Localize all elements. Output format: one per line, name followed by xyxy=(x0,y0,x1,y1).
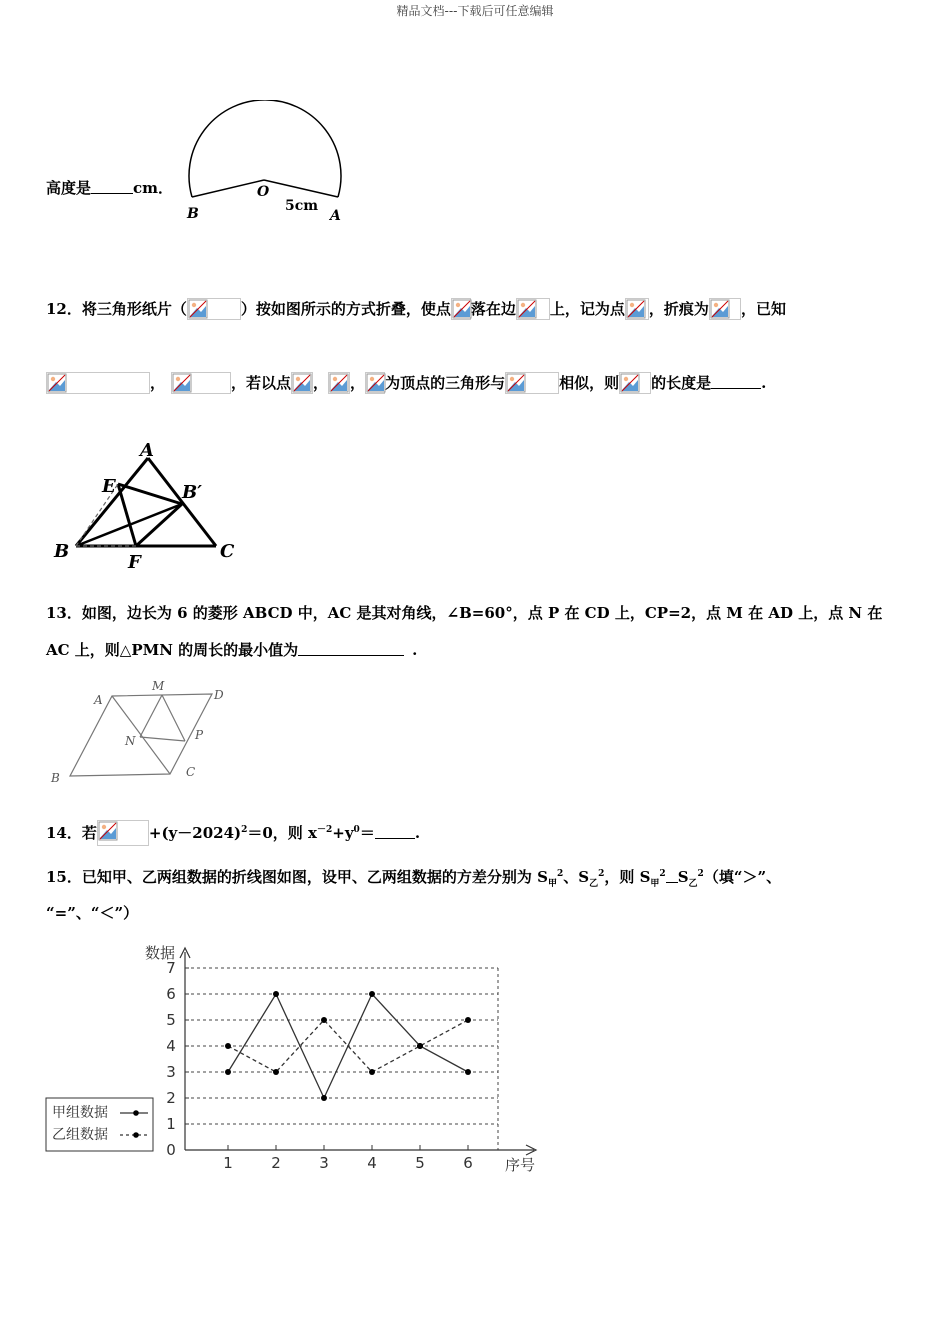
q15-text: 、S xyxy=(563,868,590,886)
q11-blank[interactable] xyxy=(91,179,133,194)
segment-fb-prime xyxy=(136,504,182,546)
formula-image-placeholder xyxy=(187,298,241,320)
y-tick-label: 1 xyxy=(166,1115,176,1133)
q12-text: ）按如图所示的方式折叠，使点 xyxy=(240,300,451,318)
broken-image-icon xyxy=(517,299,537,319)
formula-image-placeholder xyxy=(505,372,559,394)
formula-image-placeholder xyxy=(365,372,385,394)
broken-image-icon xyxy=(329,373,349,393)
label-radius: 5cm xyxy=(285,198,319,214)
label-b: B xyxy=(187,206,199,222)
q14-text: +(y－2024) xyxy=(148,824,242,842)
broken-image-icon xyxy=(506,373,526,393)
label-a: A xyxy=(330,208,341,224)
y-tick-label: 6 xyxy=(166,985,176,1003)
data-point-jia xyxy=(273,991,279,997)
y-axis-label: 数据 xyxy=(145,944,176,962)
broken-image-icon xyxy=(292,373,312,393)
q14-text: ＝ xyxy=(359,824,375,842)
q14-exponent: 2 xyxy=(241,825,248,835)
q13-line1: 13．如图，边长为 6 的菱形 ABCD 中，AC 是其对角线，∠B=60°，点 P 在 CD 上，CP=2，点 M 在 AD 上，点 N 在 xyxy=(46,604,883,622)
y-tick-label: 7 xyxy=(166,959,176,977)
formula-image-placeholder xyxy=(619,372,651,394)
q15-line2: “=”、“＜”） xyxy=(46,904,139,922)
line-chart xyxy=(40,936,550,1176)
legend-label-jia: 甲组数据 xyxy=(52,1105,108,1121)
label-p: P xyxy=(195,728,204,742)
data-point-yi xyxy=(465,1017,471,1023)
y-tick-label: 3 xyxy=(166,1063,176,1081)
y-tick-label: 2 xyxy=(166,1089,176,1107)
broken-image-icon xyxy=(710,299,730,319)
sector-radius-a xyxy=(264,180,338,197)
formula-image-placeholder xyxy=(46,372,150,394)
q13-line2 xyxy=(46,640,417,660)
q12-line2 xyxy=(46,372,766,394)
formula-image-placeholder xyxy=(625,298,649,320)
broken-image-icon xyxy=(172,373,192,393)
y-tick-label: 5 xyxy=(166,1011,176,1029)
y-tick-label: 0 xyxy=(166,1141,176,1159)
q12-text: ，若以点 xyxy=(231,374,292,392)
data-point-yi xyxy=(273,1069,279,1075)
y-tick-label: 4 xyxy=(166,1037,176,1055)
data-point-jia xyxy=(369,991,375,997)
triangle-fold-figure xyxy=(48,436,248,576)
q14-text: ＝0，则 x xyxy=(247,824,317,842)
q12-text: 相似，则 xyxy=(559,374,620,392)
broken-image-icon xyxy=(98,821,118,841)
broken-image-icon xyxy=(188,299,208,319)
label-a: A xyxy=(94,693,103,707)
q14-text: +y xyxy=(332,824,354,842)
q15-exponent: 2 xyxy=(659,869,666,879)
formula-image-placeholder xyxy=(328,372,350,394)
q15-exponent: 2 xyxy=(697,869,704,879)
chart-legend xyxy=(46,1098,153,1151)
q15-subscript: 甲 xyxy=(547,879,557,889)
broken-image-icon xyxy=(366,373,386,393)
broken-image-icon xyxy=(452,299,472,319)
legend-marker-yi xyxy=(133,1132,139,1138)
q13-text: AC 上，则△PMN 的周长的最小值为 xyxy=(46,641,299,659)
q11-prefix: 高度是 xyxy=(46,179,92,197)
data-point-yi xyxy=(225,1043,231,1049)
segment-eb-prime xyxy=(118,484,182,504)
q14-text: 14．若 xyxy=(46,824,97,842)
q14-text: . xyxy=(414,824,421,842)
q12-answer-blank[interactable] xyxy=(711,374,761,389)
x-tick-label: 1 xyxy=(223,1154,233,1172)
q15-text: （填“＞”、 xyxy=(703,868,782,886)
q12-line1 xyxy=(46,298,786,320)
q12-text: 的长度是 xyxy=(651,374,712,392)
q12-text: . xyxy=(761,374,767,392)
data-point-yi xyxy=(369,1069,375,1075)
q12-text: ，折痕为 xyxy=(648,300,709,318)
data-point-jia xyxy=(465,1069,471,1075)
broken-image-icon xyxy=(47,373,67,393)
q12-text: ，已知 xyxy=(740,300,786,318)
sector-arc xyxy=(189,100,341,197)
x-axis-label: 序号 xyxy=(505,1156,536,1174)
q15-subscript: 乙 xyxy=(688,879,698,889)
q12-text: 12．将三角形纸片（ xyxy=(46,300,187,318)
broken-image-icon xyxy=(626,299,646,319)
label-d: D xyxy=(214,688,224,702)
formula-image-placeholder xyxy=(709,298,741,320)
formula-image-placeholder xyxy=(171,372,231,394)
data-point-jia xyxy=(225,1069,231,1075)
q12-text: 上，记为点 xyxy=(549,300,625,318)
q15-text: ，则 S xyxy=(604,868,651,886)
fold-line-ef xyxy=(118,484,136,546)
q14-exponent: －2 xyxy=(316,825,333,835)
broken-image-icon xyxy=(620,373,640,393)
formula-image-placeholder xyxy=(451,298,471,320)
formula-image-placeholder xyxy=(97,820,149,846)
chart-axes xyxy=(145,944,536,1174)
segment-mp xyxy=(162,695,185,741)
label-m: M xyxy=(152,679,165,693)
label-b-prime: B′ xyxy=(182,482,202,503)
label-n: N xyxy=(125,734,136,748)
label-a: A xyxy=(140,440,154,461)
q15-subscript: 甲 xyxy=(650,879,660,889)
q12-text: ， xyxy=(150,374,166,392)
page-header: 精品文档---下载后可任意编辑 xyxy=(396,4,554,18)
q14-exponent: 0 xyxy=(353,825,360,835)
segment-np xyxy=(140,737,185,741)
x-tick-label: 6 xyxy=(463,1154,473,1172)
q12-text: 为顶点的三角形与 xyxy=(385,374,506,392)
x-tick-label: 4 xyxy=(367,1154,377,1172)
sector-radius-b xyxy=(192,180,264,197)
label-b: B xyxy=(51,771,60,785)
q11-unit: cm． xyxy=(133,179,174,197)
q14-line xyxy=(46,820,420,846)
legend-marker-jia xyxy=(133,1110,139,1116)
x-tick-label: 3 xyxy=(319,1154,329,1172)
q13-text: . xyxy=(412,641,418,659)
q14-answer-blank[interactable] xyxy=(375,824,415,839)
q13-answer-blank[interactable] xyxy=(298,641,404,656)
formula-image-placeholder xyxy=(291,372,313,394)
sector-figure xyxy=(180,100,360,230)
data-point-yi xyxy=(417,1043,423,1049)
rhombus-figure xyxy=(44,676,244,788)
data-point-jia xyxy=(321,1095,327,1101)
label-f: F xyxy=(128,552,141,573)
q15-line1 xyxy=(46,867,781,887)
q15-answer-blank[interactable] xyxy=(666,868,678,883)
label-e: E xyxy=(102,476,116,497)
label-b: B xyxy=(54,541,70,562)
chart-ticks xyxy=(166,959,473,1172)
segment-mn xyxy=(140,695,162,737)
x-tick-label: 2 xyxy=(271,1154,281,1172)
label-c: C xyxy=(220,541,235,562)
q12-text: ， xyxy=(313,374,329,392)
q15-exponent: 2 xyxy=(598,869,605,879)
q15-text: 15．已知甲、乙两组数据的折线图如图，设甲、乙两组数据的方差分别为 S xyxy=(46,868,548,886)
chart-series xyxy=(225,991,471,1101)
q12-text: 落在边 xyxy=(470,300,516,318)
label-c: C xyxy=(186,765,196,779)
formula-image-placeholder xyxy=(516,298,550,320)
q15-exponent: 2 xyxy=(556,869,564,879)
legend-label-yi: 乙组数据 xyxy=(52,1127,108,1143)
x-tick-label: 5 xyxy=(415,1154,425,1172)
q11-answer-line xyxy=(46,178,173,198)
q15-text: S xyxy=(677,868,689,886)
label-o: O xyxy=(257,184,270,200)
q15-subscript: 乙 xyxy=(589,879,599,889)
data-point-yi xyxy=(321,1017,327,1023)
q12-text: ， xyxy=(350,374,366,392)
